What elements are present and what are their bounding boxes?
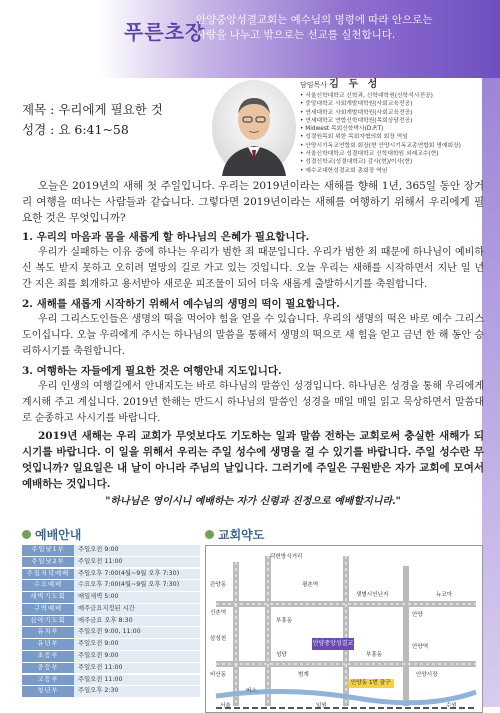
- worship-time: 주일오전 11:00: [74, 663, 200, 674]
- bio-item: • 성결원목회 위한 목회자협의회 회장 역임: [300, 133, 480, 141]
- bio-list: [300, 92, 480, 175]
- bio-item: • Midwest 목회신학박사(D.P.T): [300, 125, 480, 133]
- worship-name: 주일저녁예배: [22, 569, 74, 580]
- worship-schedule: [22, 523, 200, 698]
- point-1-paragraph: 우리가 실패하는 이유 중에 하나는 우리가 범한 죄 때문입니다. 우리가 범한 죄 때문에 하나님이 예비하신 복도 받지 못하고 오히려 멸망의 길로 가고 있는 것입니다. 오늘 우리는 새해를 시작하면서 지난 일 년 간 지은 죄를 회개하고 용서받아 새로운 피조물이 되어 더욱 새롭게 출발하시기를 축원합니다.: [22, 247, 484, 290]
- worship-time: 주일오전 11:00: [74, 675, 200, 686]
- page-title: 푸른초장: [124, 20, 206, 44]
- map-label: 일원: [316, 703, 327, 709]
- worship-time: 주일오전 9:00: [74, 639, 200, 650]
- mission-statement: [196, 13, 496, 43]
- worship-row: [22, 616, 200, 627]
- worship-row: [22, 639, 200, 650]
- point-3-heading: 3. 여행하는 자들에게 필요한 것은 여행안내 지도입니다.: [22, 365, 282, 377]
- worship-time: 매일새벽 5:00: [74, 592, 200, 603]
- bio-item: • 연세대학교 사회개발대학원(사회교육전공): [300, 109, 480, 117]
- map-label: 서울: [220, 703, 231, 709]
- closing-paragraph: 2019년 새해는 우리 교회가 무엇보다도 기도하는 일과 말씀 전하는 교회로써 충실한 새해가 되시기를 바랍니다. 이 일을 위해서 우리는 주일 성수에 생명을 걸 수 있기를 바랍니다. 주일 성수란 무엇입니까? 일요일은 내 날이 아니라 주님의 날입니다. 그러기에 주일은 구원받은 자가 교회에 모여서 예배하는 것입니다.: [22, 430, 484, 490]
- map-label: 신촌역: [210, 610, 227, 616]
- worship-time: 주일오전 9:00: [74, 651, 200, 662]
- map-heading-row: [205, 523, 483, 545]
- map-label: 비산동: [210, 672, 227, 678]
- sermon-info: [22, 100, 163, 140]
- worship-heading: 예배안내: [35, 527, 82, 542]
- worship-table: [22, 545, 200, 697]
- sermon-scripture-label: 성경: [22, 122, 47, 137]
- worship-name: 주일낮2부: [22, 557, 74, 568]
- bio-item: • 중앙대학교 사회개발대학원(사회교육전공): [300, 100, 480, 108]
- worship-name: 중등부: [22, 663, 74, 674]
- worship-row: [22, 604, 200, 615]
- sermon-title-row: 제목 : 우리에게 필요한 것: [22, 102, 163, 117]
- map-label: 범계: [298, 672, 309, 678]
- worship-time: 수요오후 7:00(4월~9월 오후 7:30): [74, 580, 200, 591]
- location-badge: 안양동 1번 출구: [348, 679, 394, 688]
- map-label: 평촌역: [302, 582, 319, 588]
- map-label: 버스: [246, 688, 257, 694]
- worship-row: [22, 651, 200, 662]
- worship-heading-row: [22, 523, 200, 545]
- worship-name: 수요예배: [22, 580, 74, 591]
- map-heading: 교회약도: [218, 527, 265, 542]
- map-label: 안양: [412, 612, 423, 618]
- map-label: 덕헌방식거리: [270, 554, 303, 560]
- bio-item: • 안양시기독교연합회 회장(현 안양시기독교총연합회 명예회장): [300, 142, 480, 150]
- map-canvas: [205, 545, 483, 713]
- point-1-heading: 1. 우리의 마음과 몸을 새롭게 할 하나님의 은혜가 필요합니다.: [22, 231, 310, 243]
- map-label: 안양시장: [416, 672, 438, 678]
- worship-time: 주일오후 7:00(4월~9월 오후 7:30): [74, 569, 200, 580]
- worship-name: 유년부: [22, 639, 74, 650]
- intro-paragraph: 오늘은 2019년의 새해 첫 주일입니다. 우리는 2019년이라는 새해를 향해 1년, 365일 동안 장거리 여행을 떠나는 사람들과 같습니다. 그렇다면 2019년이라는 새해를 여행하기 위해서 우리에게 필요한 것은 무엇입니까?: [22, 180, 484, 224]
- bio-item: • 서울신학대학교 성결대학교 신학대학원 외래교수(현): [300, 150, 480, 158]
- worship-name: 심야기도회: [22, 616, 74, 627]
- pastor-name: 김 두 성: [329, 79, 381, 90]
- worship-name: 고등부: [22, 675, 74, 686]
- bio-item: • 예수교대한성결교회 총회장 역임: [300, 167, 480, 175]
- map-label: 성당: [276, 652, 287, 658]
- sermon-title-label: 제목: [22, 102, 47, 117]
- mission-line-2: 사랑을 나누고 밖으로는 선교를 실천합니다.: [196, 29, 396, 41]
- sermon-scripture-row: 성경 : 요 6:41~58: [22, 122, 129, 137]
- map-label: 수원: [446, 703, 457, 709]
- bio-item: • 서울신학대학교 신학과, 신학대학원(신학석사전공): [300, 92, 480, 100]
- map-label: 부흥동: [366, 652, 383, 658]
- worship-time: 매주금요지정된 시간: [74, 604, 200, 615]
- worship-row: [22, 569, 200, 580]
- worship-time: 주일오전 9:00: [74, 545, 200, 556]
- worship-name: 청년부: [22, 686, 74, 697]
- bullet-icon: [22, 530, 31, 539]
- map-label: 관양동: [210, 582, 227, 588]
- church-map: [205, 523, 483, 713]
- worship-name: 주일낮1부: [22, 545, 74, 556]
- worship-row: [22, 675, 200, 686]
- side-decoration: [482, 78, 500, 707]
- map-label: 샛별시인닌지: [356, 592, 389, 598]
- map-label: 부흥동: [276, 618, 293, 624]
- worship-row: [22, 557, 200, 568]
- worship-time: 주일오후 2:30: [74, 686, 200, 697]
- bio-item: • 성결신학교(성결대학교) 감사(현)/이사(현): [300, 158, 480, 166]
- map-label: 안양역: [412, 644, 429, 650]
- worship-name: 유치부: [22, 627, 74, 638]
- sermon-title: 우리에게 필요한 것: [58, 102, 163, 117]
- header-banner: [0, 0, 500, 78]
- church-marker: 안양중앙성결교회: [312, 640, 354, 659]
- sermon-body: [22, 178, 484, 510]
- worship-time: 매주금요 오후 8:30: [74, 616, 200, 627]
- point-2-heading: 2. 새해를 새롭게 시작하기 위해서 예수님의 생명의 떡이 필요합니다.: [22, 298, 340, 310]
- point-3-paragraph: 우리 인생의 여행길에서 안내지도는 바로 하나님의 말씀인 성경입니다. 하나님은 성경을 통해 우리에게 계시해 주고 계십니다. 2019년 한해는 반드시 하나님의 말씀인 성경을 매일 매일 읽고 묵상하면서 말씀대로 순종하고 사시기를 바랍니다.: [22, 381, 484, 424]
- pastor-role: 담임목사: [300, 81, 328, 89]
- worship-name: 구역예배: [22, 604, 74, 615]
- pastor-heading: [300, 80, 480, 90]
- map-label: 삼성천: [210, 636, 227, 642]
- worship-name: 초등부: [22, 651, 74, 662]
- point-2-paragraph: 우리 그리스도인들은 생명의 떡을 먹어야 힘을 얻을 수 있습니다. 우리의 생명의 떡은 바로 예수 그리스도이십니다. 오늘 우리에게 주시는 하나님의 말씀을 통해서 생명의 떡으로 새 힘을 얻고 금년 한 해 동안 승리하시기를 축원합니다.: [22, 314, 484, 357]
- pastor-photo: [212, 80, 296, 176]
- sermon-scripture: 요 6:41~58: [58, 122, 129, 137]
- mission-line-1: 안양중앙성결교회는 예수님의 명령에 따라 안으로는: [196, 14, 433, 26]
- worship-time: 주일오전 11:00: [74, 557, 200, 568]
- worship-name: 새벽기도회: [22, 592, 74, 603]
- worship-row: [22, 663, 200, 674]
- worship-row: [22, 545, 200, 556]
- scripture-quote: "하나님은 영이시니 예배하는 자가 신령과 진정으로 예배할지니라.": [105, 496, 401, 507]
- bio-item: • 연세대학교 연합신학대학원(목회상담전공): [300, 117, 480, 125]
- pastor-bio: [300, 80, 480, 175]
- worship-row: [22, 580, 200, 591]
- worship-row: [22, 592, 200, 603]
- worship-time: 주일오전 9:00, 11:00: [74, 627, 200, 638]
- worship-row: [22, 627, 200, 638]
- worship-row: [22, 686, 200, 697]
- map-label: 뉴코아: [436, 592, 453, 598]
- bullet-icon: [205, 530, 214, 539]
